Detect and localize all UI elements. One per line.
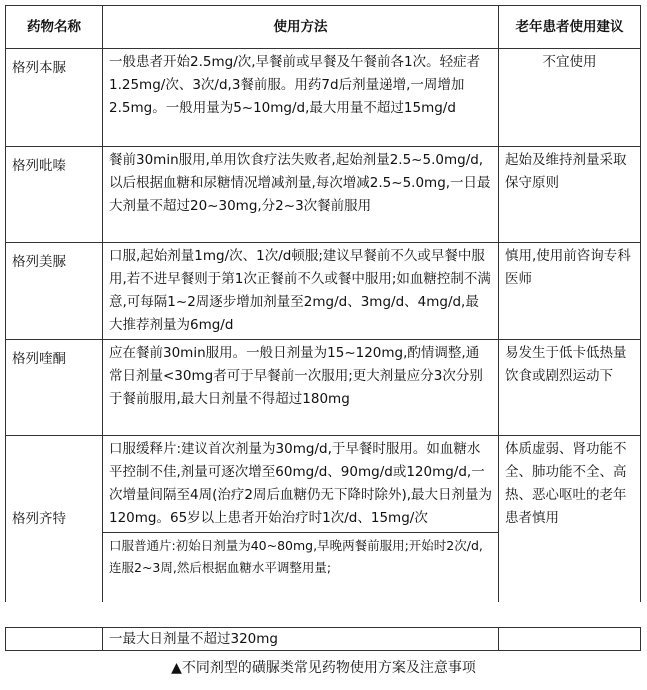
table-row [6, 436, 641, 604]
usage-cell: 餐前30min服用,单用饮食疗法失败者,起始剂量2.5~5.0mg/d,以后根据血糖和尿糖情况增减剂量,每次增减2.5~5.0mg,一日最大剂量不超过20~30mg,分2~3次餐前服用 [103, 147, 499, 243]
drug-name-cell: 格列吡嗪 [6, 147, 103, 243]
drug-name-cell: 格列喹酮 [6, 340, 103, 436]
table-row [6, 147, 641, 243]
table-row [6, 243, 641, 340]
table-row [6, 49, 641, 147]
table-continuation [5, 627, 641, 651]
usage-regular-continued: 一最大日剂量不超过320mg [103, 628, 499, 651]
header-usage: 使用方法 [103, 6, 499, 49]
advice-cell-empty [499, 628, 641, 651]
advice-cell: 体质虚弱、肾功能不全、肺功能不全、高热、恶心呕吐的老年患者慎用 [499, 436, 641, 604]
table-row [6, 628, 641, 651]
drug-usage-table [5, 5, 641, 604]
page-break-gap [0, 602, 647, 626]
advice-cell: 慎用,使用前咨询专科医师 [499, 243, 641, 340]
advice-cell: 起始及维持剂量采取保守原则 [499, 147, 641, 243]
header-elderly-advice: 老年患者使用建议 [499, 6, 641, 49]
table-header-row [6, 6, 641, 49]
usage-modified-release: 口服缓释片:建议首次剂量为30mg/d,于早餐时服用。如血糖水平控制不佳,剂量可逐次增至60mg/d、90mg/d或120mg/d,一次增量间隔至4周(治疗2周后血糖仍无下降时除外),最大日剂量为120mg。65岁以上患者开始治疗时1次/d、15mg/次 [109, 441, 493, 526]
drug-name-cell-empty [6, 628, 103, 651]
usage-cell: 应在餐前30min服用。一般日剂量为15~120mg,酌情调整,通常日剂量<30mg者可于早餐前一次服用;更大剂量应分3次分别于餐前服用,最大日剂量不得超过180mg [103, 340, 499, 436]
drug-name-cell: 格列本脲 [6, 49, 103, 147]
drug-name-cell: 格列美脲 [6, 243, 103, 340]
advice-cell: 易发生于低卡低热量饮食或剧烈运动下 [499, 340, 641, 436]
usage-cell [103, 436, 499, 604]
table-row [6, 340, 641, 436]
header-drug-name: 药物名称 [6, 6, 103, 49]
drug-name-cell: 格列齐特 [6, 436, 103, 604]
advice-cell: 不宜使用 [499, 49, 641, 147]
usage-regular: 口服普通片:初始日剂量为40~80mg,早晚两餐前服用;开始时2次/d,连服2~3周,然后根据血糖水平调整用量; [103, 532, 498, 581]
usage-cell: 一般患者开始2.5mg/次,早餐前或早餐及午餐前各1次。轻症者1.25mg/次、3次/d,3餐前服。用药7d后剂量递增,一周增加2.5mg。一般用量为5~10mg/d,最大用量不超过15mg/d [103, 49, 499, 147]
table-caption: ▲不同剂型的磺脲类常见药物使用方案及注意事项 [171, 660, 476, 676]
usage-cell: 口服,起始剂量1mg/次、1次/d顿服;建议早餐前不久或早餐中服用,若不进早餐则于第1次正餐前不久或餐中服用;如血糖控制不满意,可每隔1~2周逐步增加剂量至2mg/d、3mg/d、4mg/d,最大推荐剂量为6mg/d [103, 243, 499, 340]
